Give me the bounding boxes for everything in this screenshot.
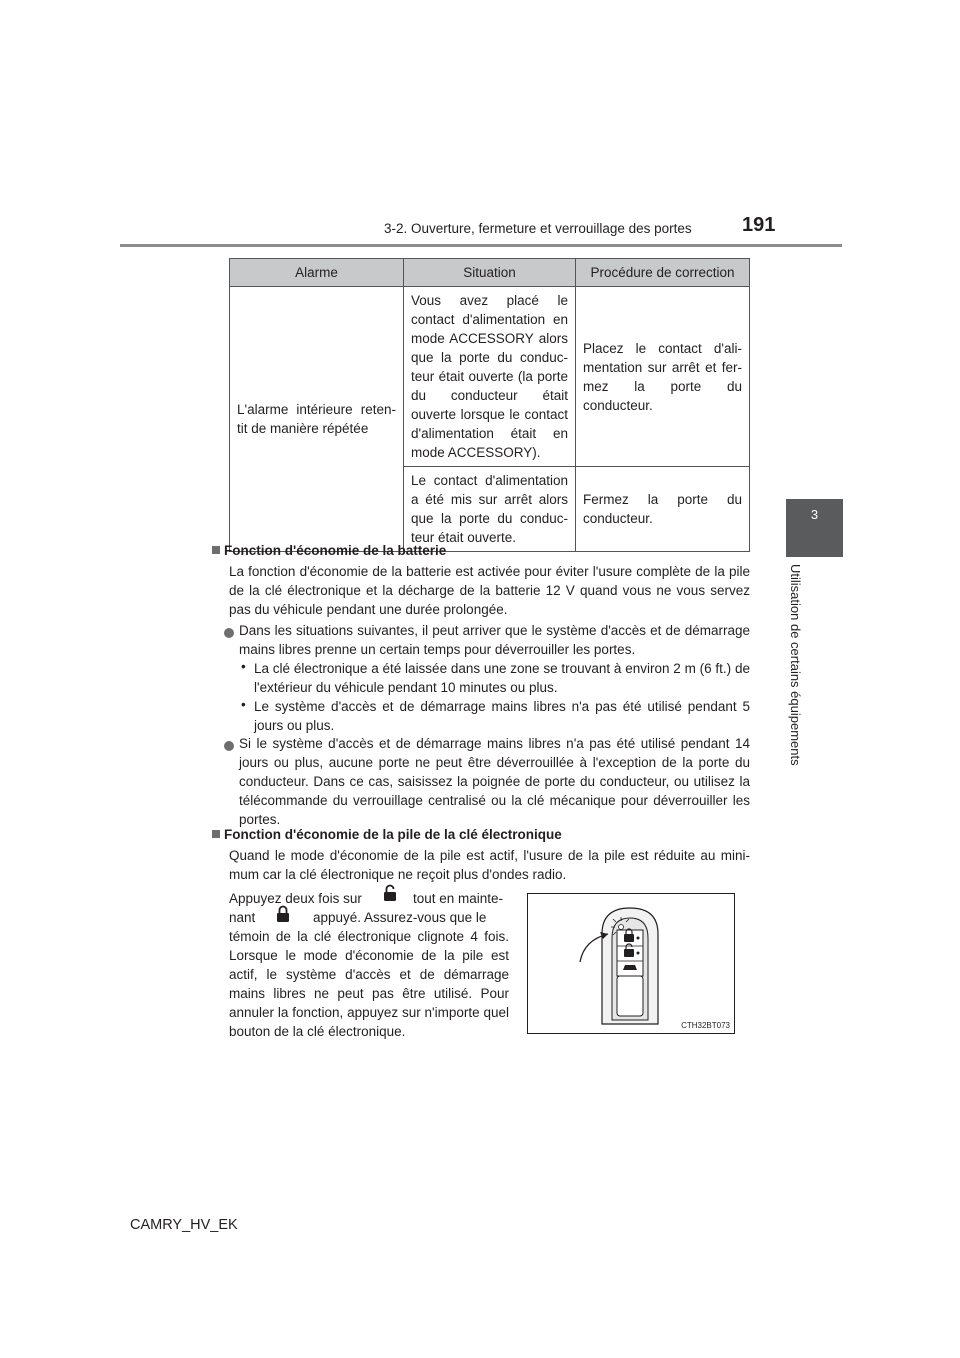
battery-sub-1: La clé électronique a été laissée dans une zone se trouvant à environ 2 m (6 ft.) de l'extérieur du véhicule pendant 10 minutes ou plus. (254, 661, 750, 695)
table-cell-situation: Vous avez placé le contact d'alimentation en mode ACCESSORY alors que la porte du conduc-teur était ouverte (la porte du conducteur était ouverte lorsque le contact d'alimentation était en mode ACCESSORY). (404, 287, 576, 467)
circle-bullet-icon (224, 628, 234, 638)
section-title: 3-2. Ouverture, fermeture et verrouillage des portes (384, 221, 692, 236)
figure-code: CTH32BT073 (681, 1021, 730, 1030)
table-cell-correction: Placez le contact d'ali-mentation sur arrêt et fer-mez la porte du conducteur. (576, 287, 750, 467)
table-header-correction: Procédure de correction (576, 259, 750, 287)
page-number: 191 (742, 214, 776, 236)
lock-icon (276, 905, 290, 923)
instr-part-d: appuyé. Assurez-vous que le (313, 910, 487, 925)
instr-part-c: nant (229, 910, 256, 925)
battery-sub-2: Le système d'accès et de démarrage mains libres n'a pas été utilisé pendant 5 jours ou plus. (254, 699, 750, 733)
chapter-number: 3 (810, 507, 819, 522)
square-bullet-icon (212, 546, 220, 554)
battery-bullet-2: Si le système d'accès et de démarrage mains libres n'a pas été utilisé pendant 14 jours ou plus, aucune porte ne peut être déverrouillée à l'exception de la porte du conducteur. Dans ce cas, saisissez la poignée de porte du conducteur, ou utilisez la télécommande du verrouillage centralisé ou la clé mécanique pour déverrouiller les portes. (239, 736, 750, 827)
table-header-situation: Situation (404, 259, 576, 287)
unlock-icon (383, 884, 397, 902)
table-cell-alarm: L'alarme intérieure reten-tit de manière répétée (230, 287, 404, 552)
table-header-alarm: Alarme (230, 259, 404, 287)
key-intro: Quand le mode d'économie de la pile est actif, l'usure de la pile est réduite au mini-mum car la clé électronique ne reçoit plus d'ondes radio. (229, 848, 750, 882)
chapter-title: Utilisation de certains équipements (788, 564, 803, 766)
instr-part-b: tout en mainte- (413, 891, 504, 906)
instr-part-a: Appuyez deux fois sur (229, 891, 362, 906)
section-heading-key: Fonction d'économie de la pile de la clé électronique (212, 827, 562, 842)
key-fob-figure (527, 893, 735, 1034)
key-fob-illustration (528, 894, 734, 1033)
alarm-table (229, 258, 750, 552)
section-heading-battery: Fonction d'économie de la batterie (212, 543, 446, 558)
table-cell-correction: Fermez la porte du conducteur. (576, 467, 750, 552)
battery-intro: La fonction d'économie de la batterie est activée pour éviter l'usure complète de la pile de la clé électronique et la décharge de la batterie 12 V quand vous ne vous servez pas du véhicule pendant une durée prolongée. (229, 564, 750, 617)
header-rule (120, 244, 842, 247)
square-bullet-icon (212, 830, 220, 838)
footer-model: CAMRY_HV_EK (130, 1217, 238, 1233)
instr-rest: témoin de la clé électronique clignote 4 fois. Lorsque le mode d'économie de la pile est actif, le système d'accès et de démarrage mains libres ne peut pas être utilisé. Pour annuler la fonction, appuyez sur n'importe quel bouton de la clé électronique. (229, 929, 509, 1039)
circle-bullet-icon (224, 741, 234, 751)
dot-bullet-icon: • (241, 659, 246, 674)
table-cell-situation: Le contact d'alimentation a été mis sur arrêt alors que la porte du conduc-teur était ouverte. (404, 467, 576, 552)
battery-bullet-1: Dans les situations suivantes, il peut arriver que le système d'accès et de démarrage mains libres prenne un certain temps pour déverrouiller les portes. (239, 623, 750, 657)
dot-bullet-icon: • (241, 697, 246, 712)
table-row (230, 287, 750, 467)
